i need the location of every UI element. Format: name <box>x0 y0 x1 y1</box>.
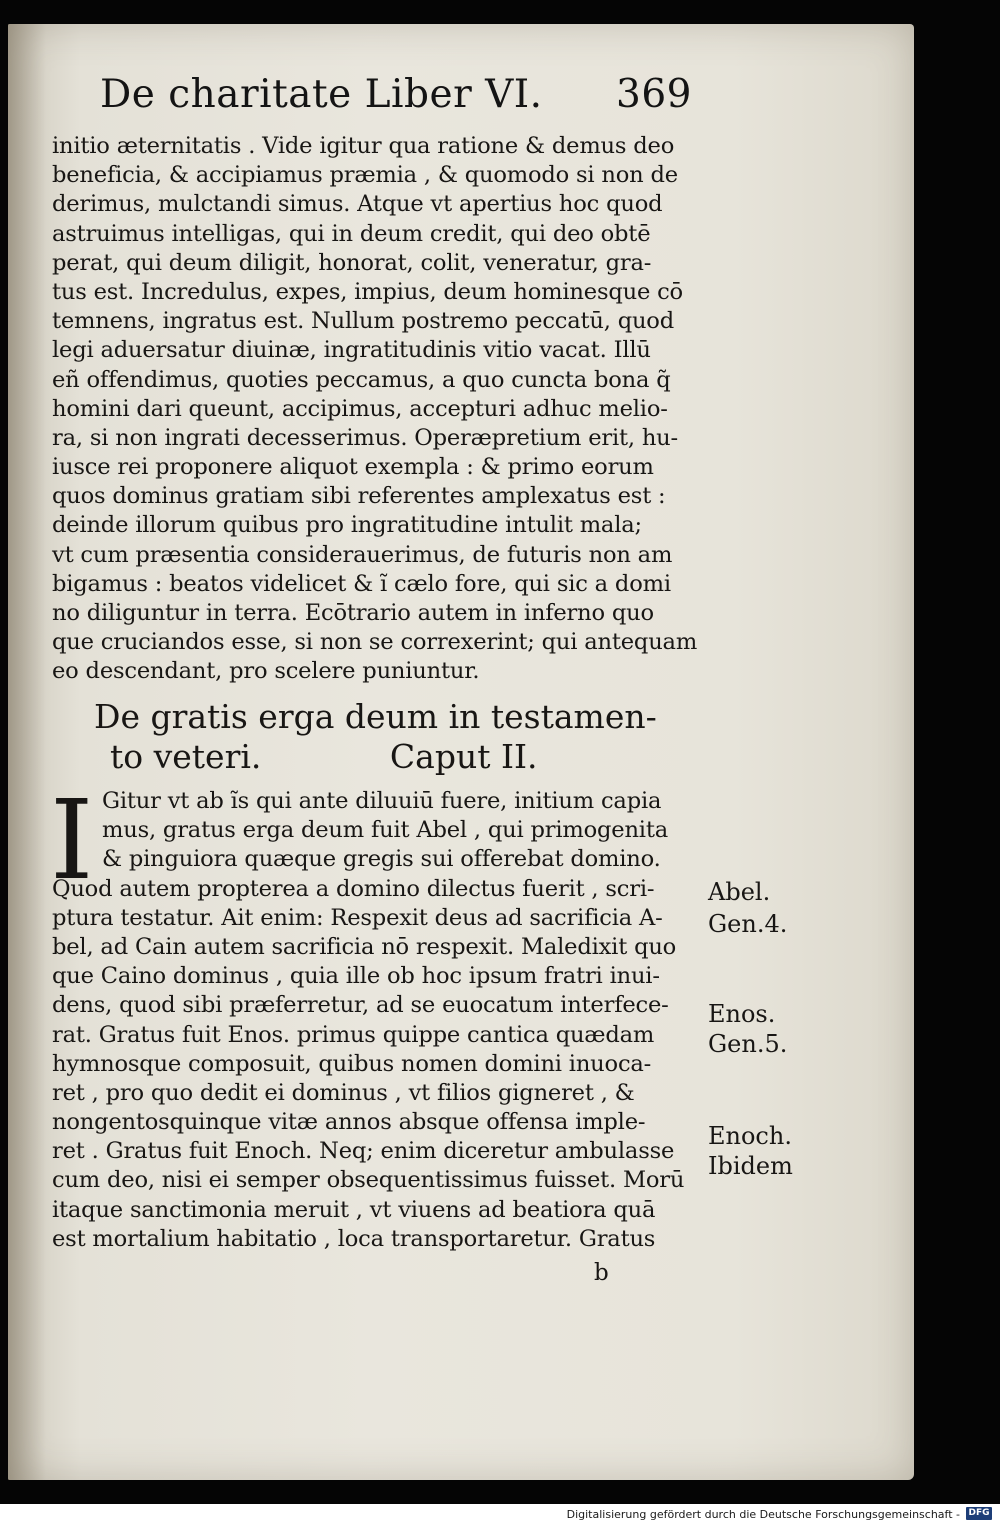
text-line: est mortalium habitatio , loca transportaretur. Gratus <box>52 1225 656 1252</box>
text-line: hymnosque composuit, quibus nomen domini inuoca- <box>52 1050 652 1077</box>
text-line: dens, quod sibi præferretur, ad se euocatum interfece- <box>52 992 669 1019</box>
text-line: rat. Gratus fuit Enos. primus quippe cantica quædam <box>52 1021 655 1048</box>
funding-credit: Digitalisierung gefördert durch die Deutsche Forschungsgemeinschaft - <box>566 1508 960 1521</box>
margin-note-enos: Enos. <box>708 1000 776 1028</box>
text-line: derimus, mulctandi simus. Atque vt apertius hoc quod <box>52 191 663 218</box>
margin-note-enoch: Enoch. <box>708 1122 792 1150</box>
chapter-number: Caput II. <box>389 737 538 776</box>
page-number: 369 <box>616 72 692 117</box>
text-line: nongentosquinque vitæ annos absque offensa imple- <box>52 1109 646 1136</box>
text-line: temnens, ingratus est. Nullum postremo peccatū, quod <box>52 308 674 335</box>
text-block-top <box>52 132 702 687</box>
running-head <box>100 62 710 122</box>
chapter-heading-line1: De gratis erga deum in testamen- <box>94 697 657 736</box>
chapter-heading <box>94 697 694 777</box>
text-line: quos dominus gratiam sibi referentes amplexatus est : <box>52 483 666 510</box>
text-line: ret , pro quo dedit ei dominus , vt filios gigneret , & <box>52 1079 635 1106</box>
chapter-heading-line2: to veteri. <box>110 737 262 776</box>
signature-mark: b <box>594 1260 609 1286</box>
text-line: bigamus : beatos videlicet & ĩ cælo fore, qui sic a domi <box>52 570 671 597</box>
margin-note-ibidem: Ibidem <box>708 1152 793 1180</box>
text-line: & pinguiora quæque gregis sui offerebat domino. <box>102 846 661 873</box>
text-line: Quod autem propterea a domino dilectus fuerit , scri- <box>52 875 655 902</box>
text-line: legi aduersatur diuinæ, ingratitudinis vitio vacat. Illū <box>52 337 651 364</box>
text-line: tus est. Incredulus, expes, impius, deum hominesque cō <box>52 278 683 305</box>
dfg-logo: DFG <box>966 1507 992 1520</box>
margin-note-gen5: Gen.5. <box>708 1030 788 1058</box>
text-line: ptura testatur. Ait enim: Respexit deus ad sacrificia A- <box>52 904 663 931</box>
text-line: perat, qui deum diligit, honorat, colit, veneratur, gra- <box>52 249 652 276</box>
drop-capital: I <box>50 776 94 904</box>
text-line: no diliguntur in terra. Ecōtrario autem in inferno quo <box>52 600 654 626</box>
text-line: vt cum præsentia considerauerimus, de futuris non am <box>52 541 673 568</box>
text-line: initio æternitatis . Vide igitur qua ratione & demus deo <box>52 133 675 159</box>
text-line: deinde illorum quibus pro ingratitudine intulit mala; <box>52 512 642 539</box>
text-line: itaque sanctimonia meruit , vt viuens ad beatiora quā <box>52 1196 656 1223</box>
running-head-title: De charitate Liber VI. <box>100 72 543 117</box>
text-line: mus, gratus erga deum fuit Abel , qui primogenita <box>102 817 668 844</box>
text-line: eo descendant, pro scelere puniuntur. <box>52 658 480 685</box>
text-line: que cruciandos esse, si non se correxerint; qui antequam <box>52 629 698 656</box>
digitization-footer <box>0 1504 1000 1524</box>
text-block-bottom <box>50 776 702 1254</box>
text-line: astruimus intelligas, qui in deum credit, qui deo obtē <box>52 220 651 247</box>
margin-note-gen4: Gen.4. <box>708 910 788 938</box>
text-line: Gitur vt ab ĩs qui ante diluuiū fuere, initium capia <box>102 788 662 814</box>
text-line: iusce rei proponere aliquot exempla : & primo eorum <box>52 454 654 481</box>
text-line: bel, ad Cain autem sacrificia nō respexit. Maledixit quo <box>52 933 677 960</box>
text-line: cum deo, nisi ei semper obsequentissimus fuisset. Morū <box>52 1167 685 1194</box>
margin-note-abel: Abel. <box>708 878 771 906</box>
text-line: homini dari queunt, accipimus, accepturi adhuc melio- <box>52 395 668 422</box>
text-line: ret . Gratus fuit Enoch. Neq; enim diceretur ambulasse <box>52 1138 675 1165</box>
text-line: ra, si non ingrati decesserimus. Operæpretium erit, hu- <box>52 424 678 451</box>
text-line: beneficia, & accipiamus præmia , & quomodo si non de <box>52 162 678 189</box>
page-gutter-shadow <box>8 24 46 1480</box>
text-line: eñ offendimus, quoties peccamus, a quo cuncta bona q̃ <box>52 366 671 393</box>
text-line: que Caino dominus , quia ille ob hoc ipsum fratri inui- <box>52 963 660 990</box>
